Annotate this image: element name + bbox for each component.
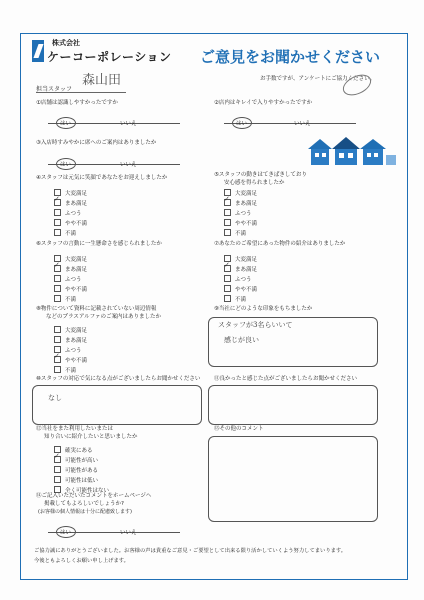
q4-text: ④スタッフは元気に笑顔であなたをお迎えしましたか <box>36 175 168 181</box>
q7-option-label: 不満 <box>235 297 247 303</box>
q5-option-label: まあ満足 <box>235 201 258 207</box>
q4-option-label: 不満 <box>65 231 77 237</box>
q12-checkbox[interactable] <box>54 476 61 483</box>
q8-option-label: ふつう <box>65 348 82 354</box>
q12-option-label: 確実にある <box>65 448 93 454</box>
q8-checkbox[interactable] <box>54 336 61 343</box>
q11-answer-box[interactable] <box>208 385 378 425</box>
q12-option[interactable] <box>54 466 98 474</box>
q13-text: ⑬その他のコメント <box>214 426 264 432</box>
q8-option-label: まあ満足 <box>65 338 88 344</box>
q4-option[interactable] <box>54 209 82 217</box>
q10-answer-box[interactable] <box>32 385 202 425</box>
q5-option[interactable] <box>224 219 257 227</box>
q14-line2: 掲載してもよろしいでしょうか? <box>44 501 124 507</box>
q7-option[interactable] <box>224 295 246 303</box>
q6-option-label: まあ満足 <box>65 267 88 273</box>
q3-no[interactable]: いいえ <box>120 162 137 168</box>
q5-line1: ⑤スタッフの動きはてきぱきしており <box>214 172 307 178</box>
q6-checkbox[interactable] <box>54 275 61 282</box>
q7-option[interactable] <box>224 285 257 293</box>
q3-text: ③入店時すみやかに席へのご案内はありましたか <box>36 140 157 146</box>
q12-line1: ⑫当社をまた利用したいまたは <box>36 426 114 432</box>
q5-option-label: ふつう <box>235 211 252 217</box>
q7-checkbox[interactable] <box>224 265 231 272</box>
q5-option-label: やや不満 <box>235 221 258 227</box>
q8-checkbox[interactable] <box>54 356 61 363</box>
q5-checkbox[interactable] <box>224 199 231 206</box>
q8-option[interactable] <box>54 326 87 334</box>
q12-option[interactable] <box>54 476 98 484</box>
footer-line1: ご協力誠にありがとうございました。お客様の声は貴重なご意見・ご要望として出来る限り活かしていくよう努力してまいります。 <box>34 548 347 554</box>
q14-yes[interactable]: はい <box>60 530 72 536</box>
q12-option[interactable] <box>54 456 98 464</box>
q2-text: ②店内はキレイで入りやすかったですか <box>214 100 313 106</box>
q6-option[interactable] <box>54 285 87 293</box>
company-type: 株式会社 <box>52 39 80 47</box>
q8-option[interactable] <box>54 366 76 374</box>
q5-option[interactable] <box>224 199 257 207</box>
q6-option[interactable] <box>54 295 76 303</box>
q4-checkbox[interactable] <box>54 229 61 236</box>
q1-no[interactable]: いいえ <box>120 121 137 127</box>
q12-option-label: 全く可能性はない <box>65 488 110 494</box>
q5-checkbox[interactable] <box>224 219 231 226</box>
q7-checkbox[interactable] <box>224 285 231 292</box>
q6-text: ⑥スタッフの言動に一生懸命さを感じられましたか <box>36 241 162 247</box>
q6-option-label: ふつう <box>65 277 82 283</box>
houses-illustration <box>306 135 398 167</box>
q2-yes[interactable]: はい <box>236 121 248 127</box>
q4-checkbox[interactable] <box>54 219 61 226</box>
q7-checkbox[interactable] <box>224 275 231 282</box>
q6-checkbox[interactable] <box>54 285 61 292</box>
q9-answer-line2: 感じが良い <box>224 336 259 344</box>
q6-option-label: 大変満足 <box>65 257 88 263</box>
q6-option-label: やや不満 <box>65 287 88 293</box>
q4-option[interactable] <box>54 229 76 237</box>
q12-checkbox[interactable] <box>54 466 61 473</box>
q8-checkbox[interactable] <box>54 366 61 373</box>
q4-option[interactable] <box>54 199 87 207</box>
q4-option-label: 大変満足 <box>65 191 88 197</box>
q5-option[interactable] <box>224 229 246 237</box>
q7-text: ⑦あなたのご希望にあった物件の紹介はありましたか <box>214 241 346 247</box>
q12-option-label: 可能性が高い <box>65 458 99 464</box>
q8-option[interactable] <box>54 336 87 344</box>
staff-underline <box>36 92 126 93</box>
q1-yes[interactable]: はい <box>60 121 72 127</box>
q5-option-label: 大変満足 <box>235 191 258 197</box>
q8-option-label: やや不満 <box>65 358 88 364</box>
q5-line2: 安心感を得られましたか <box>224 180 285 186</box>
q5-checkbox[interactable] <box>224 229 231 236</box>
q8-line1: ⑧物件について資料に記載されていない周辺情報 <box>36 306 157 312</box>
q6-option[interactable] <box>54 265 87 273</box>
q14-note: (お客様の個人情報は十分に配慮致します) <box>38 509 132 515</box>
q8-checkbox[interactable] <box>54 326 61 333</box>
q12-checkbox[interactable] <box>54 456 61 463</box>
q4-option-label: やや不満 <box>65 221 88 227</box>
q9-text: ⑨当社にどのような印象をもちましたか <box>214 306 313 312</box>
footer-line2: 今後ともよろしくお願い申し上げます。 <box>34 558 129 564</box>
q14-line1: ⑭ご記入いただいたコメントをホームページへ <box>36 493 152 499</box>
q10-text: ⑩スタッフの対応で気になる点がございましたらお聞かせください <box>36 376 201 382</box>
q4-option-label: ふつう <box>65 211 82 217</box>
q2-no[interactable]: いいえ <box>294 121 311 127</box>
q7-checkbox[interactable] <box>224 295 231 302</box>
q5-checkbox[interactable] <box>224 209 231 216</box>
q8-option[interactable] <box>54 356 87 364</box>
q7-option-label: まあ満足 <box>235 267 258 273</box>
q4-checkbox[interactable] <box>54 209 61 216</box>
q6-option[interactable] <box>54 275 82 283</box>
company-name: ケーコーポレーション <box>47 50 172 64</box>
q9-answer-line1: スタッフが3名らいいて <box>218 321 293 329</box>
q12-line2: 知り合いに紹介したいと思いましたか <box>44 434 138 440</box>
q7-option-label: 大変満足 <box>235 257 258 263</box>
q8-option-label: 不満 <box>65 368 77 374</box>
q6-checkbox[interactable] <box>54 265 61 272</box>
company-logo <box>32 40 44 62</box>
q8-line2: などのプラスアルファのご案内はありましたか <box>46 314 162 320</box>
q12-option-label: 可能性は低い <box>65 478 99 484</box>
page-title: ご意見をお聞かせください <box>200 48 381 66</box>
q12-option-label: 可能性がある <box>65 468 99 474</box>
q13-answer-box[interactable] <box>208 436 378 522</box>
q1-text: ①店舗は認識しやすかったですか <box>36 100 118 106</box>
q14-no[interactable]: いいえ <box>120 530 137 536</box>
q6-checkbox[interactable] <box>54 295 61 302</box>
q6-option-label: 不満 <box>65 297 77 303</box>
q4-option-label: まあ満足 <box>65 201 88 207</box>
q7-option[interactable] <box>224 275 252 283</box>
staff-label: 担当スタッフ <box>36 86 73 93</box>
q10-answer: なし <box>48 394 62 402</box>
staff-name: 森山田 <box>82 73 122 88</box>
q11-text: ⑪良かったと感じた点がございましたらお聞かせください <box>214 376 358 382</box>
q4-checkbox[interactable] <box>54 199 61 206</box>
intro-text: お手数ですが、アンケートにご協力ください。 <box>260 76 376 82</box>
q7-option-label: ふつう <box>235 277 252 283</box>
q8-option-label: 大変満足 <box>65 328 88 334</box>
q3-yes[interactable]: はい <box>60 162 72 168</box>
q12-checkbox[interactable] <box>54 486 61 493</box>
q7-option-label: やや不満 <box>235 287 258 293</box>
q5-option-label: 不満 <box>235 231 247 237</box>
q7-option[interactable] <box>224 265 257 273</box>
q5-option[interactable] <box>224 209 252 217</box>
q4-option[interactable] <box>54 219 87 227</box>
